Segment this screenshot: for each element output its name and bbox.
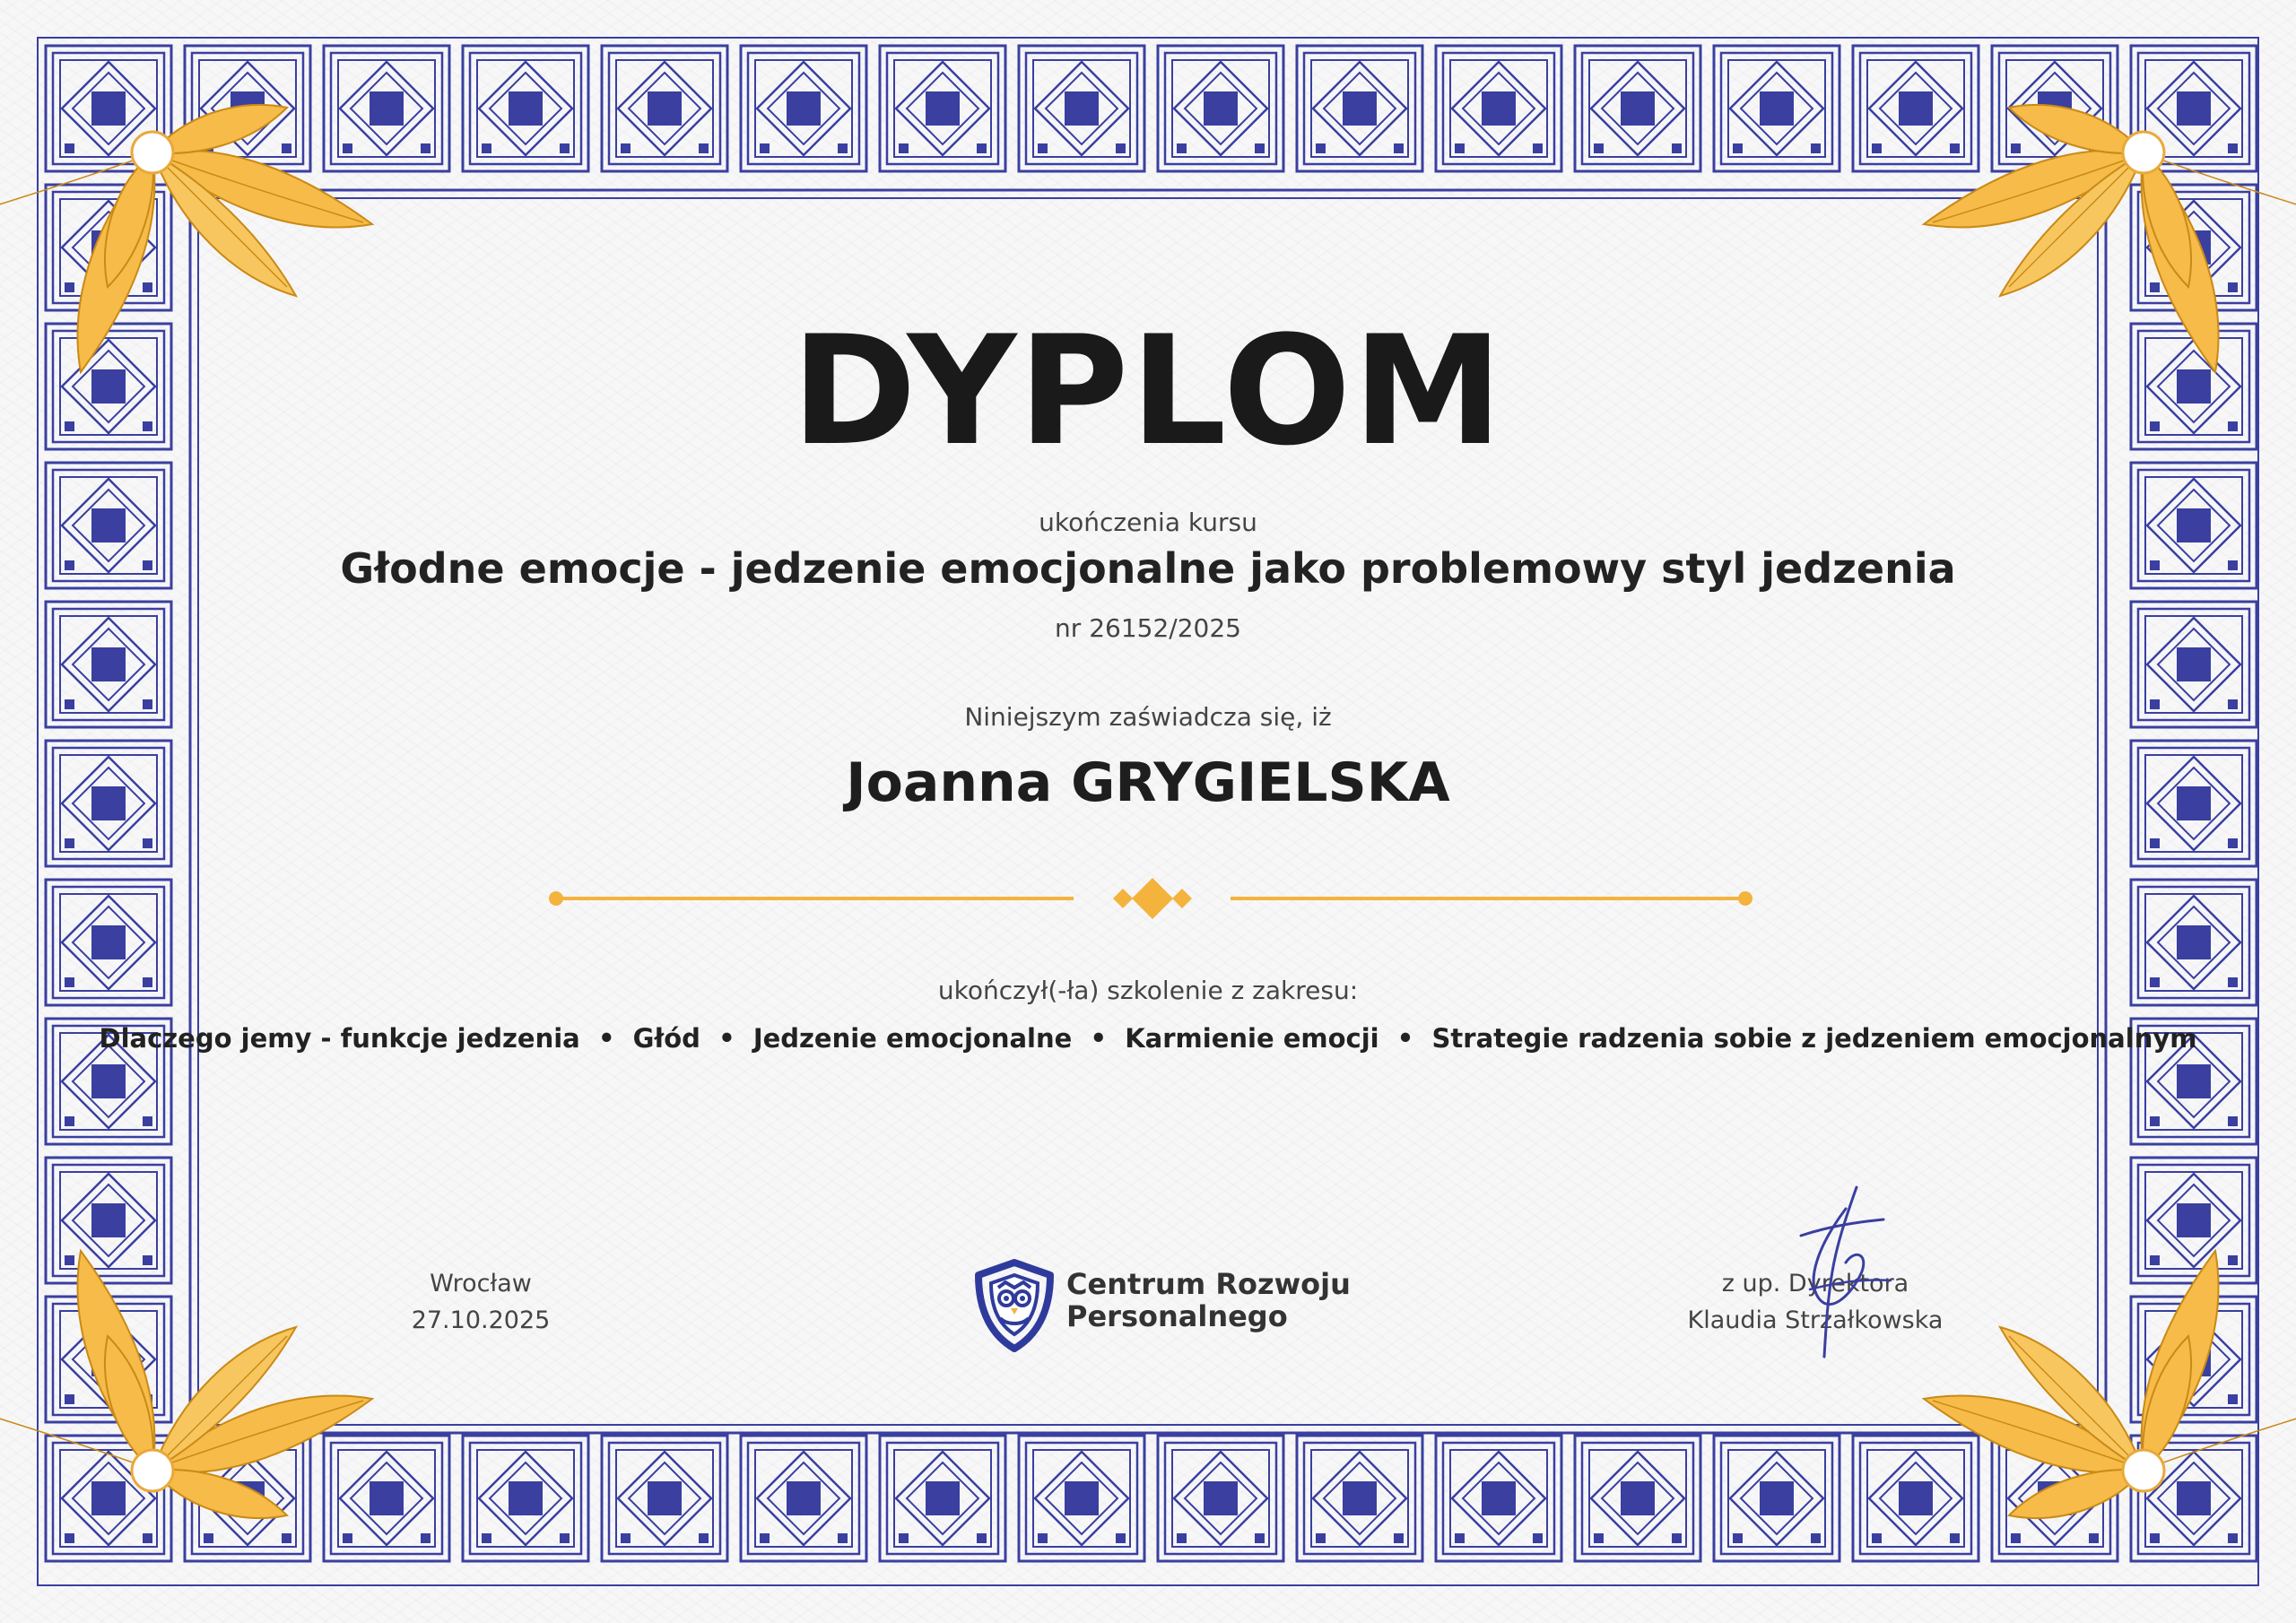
border-tile <box>1436 46 1561 171</box>
place: Wrocław <box>430 1270 532 1298</box>
border-tile <box>602 46 727 171</box>
border-tile <box>463 1436 588 1561</box>
border-tile <box>1853 1436 1979 1561</box>
place-date-block <box>301 1265 660 1339</box>
owl-shield-icon <box>973 1259 1056 1352</box>
border-tile <box>2131 1158 2257 1283</box>
border-tile <box>880 46 1005 171</box>
certificate-number: nr 26152/2025 <box>1055 613 1241 643</box>
border-tile <box>1297 46 1422 171</box>
border-tile <box>1853 46 1979 171</box>
completion-text: ukończył(-ła) szkolenie z zakresu: <box>937 976 1359 1005</box>
course-name: Głodne emocje - jedzenie emocjonalne jako problemowy styl jedzenia <box>340 544 1956 593</box>
border-tile <box>1714 1436 1839 1561</box>
border-tile <box>1158 46 1283 171</box>
recipient-name: Joanna GRYGIELSKA <box>846 751 1450 814</box>
document-title: DYPLOM <box>791 303 1505 479</box>
border-tile <box>1019 46 1144 171</box>
signatory-role: z up. Dyrektora <box>1721 1270 1909 1298</box>
diamond-divider-icon <box>538 874 1758 923</box>
organization-name <box>1066 1268 1351 1332</box>
border-tile <box>463 46 588 171</box>
signature-icon <box>1783 1182 1900 1361</box>
border-tile <box>1019 1436 1144 1561</box>
border-tile <box>1297 1436 1422 1561</box>
document-subtitle: ukończenia kursu <box>1039 508 1257 537</box>
border-tile <box>1436 1436 1561 1561</box>
border-tile <box>741 1436 866 1561</box>
border-tile <box>741 46 866 171</box>
signatory-name: Klaudia Strzałkowska <box>1687 1306 1944 1334</box>
topics-list: Dlaczego jemy - funkcje jedzenia • Głód • Jedzenie emocjonalne • Karmienie emocji • Strategie radzenia sobie z jedzeniem emocjonalnym <box>99 1023 2197 1054</box>
organization-name-line1: Centrum Rozwoju <box>1066 1267 1351 1301</box>
border-tile <box>324 46 449 171</box>
border-tile <box>880 1436 1005 1561</box>
border-tile <box>1575 1436 1700 1561</box>
organization-logo <box>973 1259 1350 1352</box>
border-tile <box>1158 1436 1283 1561</box>
organization-name-line2: Personalnego <box>1066 1299 1288 1333</box>
border-tile <box>1714 46 1839 171</box>
border-tile <box>602 1436 727 1561</box>
certify-text: Niniejszym zaświadcza się, iż <box>964 702 1332 732</box>
border-tile <box>1575 46 1700 171</box>
border-tile <box>46 1158 171 1283</box>
border-tile <box>324 1436 449 1561</box>
date: 27.10.2025 <box>411 1306 551 1334</box>
